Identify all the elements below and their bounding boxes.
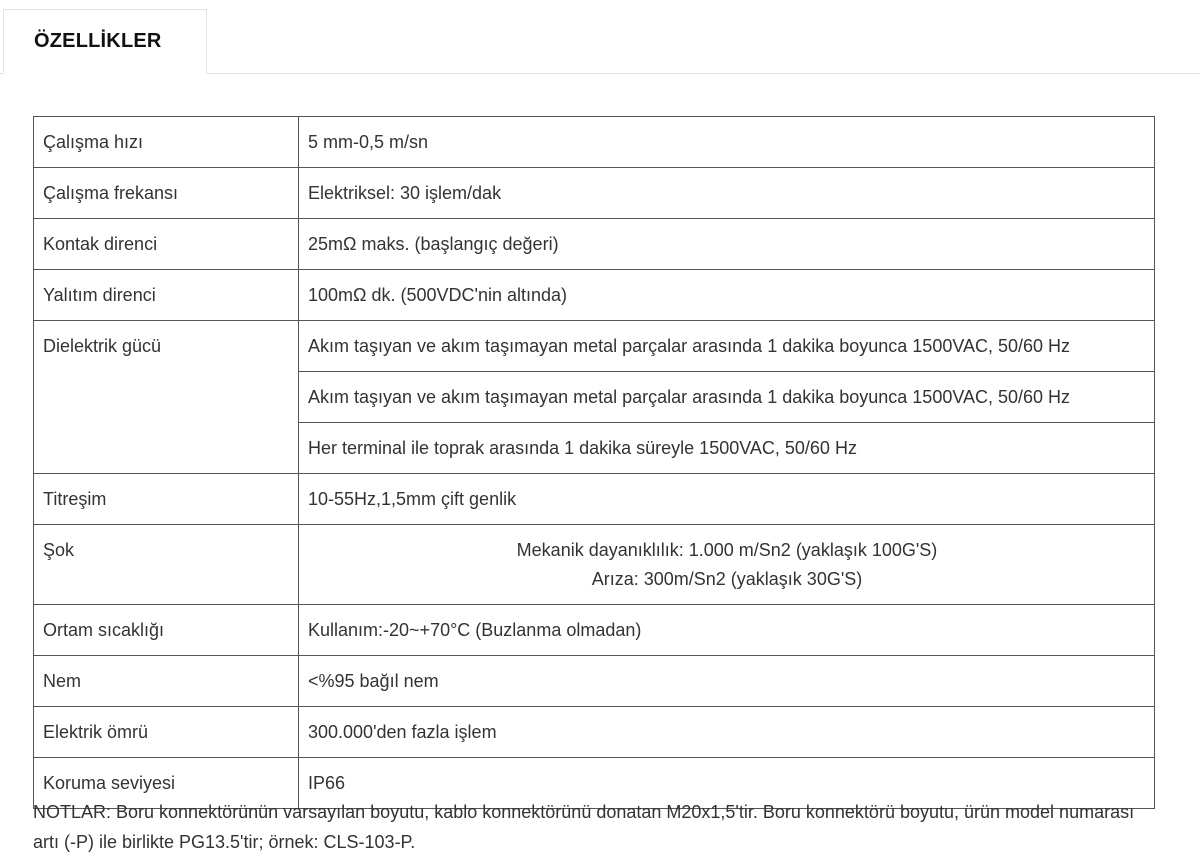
spec-value: 100mΩ dk. (500VDC'nin altında)	[299, 270, 1155, 321]
tab-bar	[0, 0, 1200, 74]
notes-text: NOTLAR: Boru konnektörünün varsayılan boyutu, kablo konnektörünü donatan M20x1,5'tir. Boru konnektörü boyutu, ürün model numarası artı (-P) ile birlikte PG13.5'tir; örnek: CLS-103-P.	[33, 802, 1135, 852]
spec-value: Akım taşıyan ve akım taşımayan metal parçalar arasında 1 dakika boyunca 1500VAC, 50/60 Hz	[299, 321, 1155, 372]
table-row	[34, 656, 1155, 707]
spec-label: Titreşim	[34, 474, 299, 525]
table-row	[34, 117, 1155, 168]
spec-value: Her terminal ile toprak arasında 1 dakika süreyle 1500VAC, 50/60 Hz	[299, 423, 1155, 474]
table-row	[34, 168, 1155, 219]
table-row	[34, 270, 1155, 321]
spec-label: Ortam sıcaklığı	[34, 605, 299, 656]
table-row	[34, 474, 1155, 525]
spec-value: IP66	[299, 758, 1155, 809]
table-row	[34, 219, 1155, 270]
spec-value: 300.000'den fazla işlem	[299, 707, 1155, 758]
spec-value: Akım taşıyan ve akım taşımayan metal parçalar arasında 1 dakika boyunca 1500VAC, 50/60 Hz	[299, 372, 1155, 423]
table-row	[34, 605, 1155, 656]
spec-value	[299, 525, 1155, 605]
spec-value-line: Mekanik dayanıklılık: 1.000 m/Sn2 (yaklaşık 100G'S)	[516, 540, 938, 560]
spec-label: Elektrik ömrü	[34, 707, 299, 758]
spec-label: Çalışma frekansı	[34, 168, 299, 219]
spec-value: 25mΩ maks. (başlangıç değeri)	[299, 219, 1155, 270]
tab-label: ÖZELLİKLER	[34, 30, 162, 52]
spec-label: Dielektrik gücü	[34, 321, 299, 474]
spec-label: Şok	[34, 525, 299, 605]
spec-value: <%95 bağıl nem	[299, 656, 1155, 707]
spec-value: 10-55Hz,1,5mm çift genlik	[299, 474, 1155, 525]
spec-label: Kontak direnci	[34, 219, 299, 270]
tab-ozellikler[interactable]	[3, 9, 207, 74]
table-row	[34, 525, 1155, 605]
spec-value-line: Arıza: 300m/Sn2 (yaklaşık 30G'S)	[591, 569, 863, 589]
specs-table	[33, 116, 1155, 809]
spec-label: Yalıtım direnci	[34, 270, 299, 321]
spec-value: 5 mm-0,5 m/sn	[299, 117, 1155, 168]
spec-label: Çalışma hızı	[34, 117, 299, 168]
spec-value: Kullanım:-20~+70°C (Buzlanma olmadan)	[299, 605, 1155, 656]
spec-label: Nem	[34, 656, 299, 707]
spec-value: Elektriksel: 30 işlem/dak	[299, 168, 1155, 219]
table-row	[34, 321, 1155, 372]
spec-label: Koruma seviyesi	[34, 758, 299, 809]
table-row	[34, 707, 1155, 758]
